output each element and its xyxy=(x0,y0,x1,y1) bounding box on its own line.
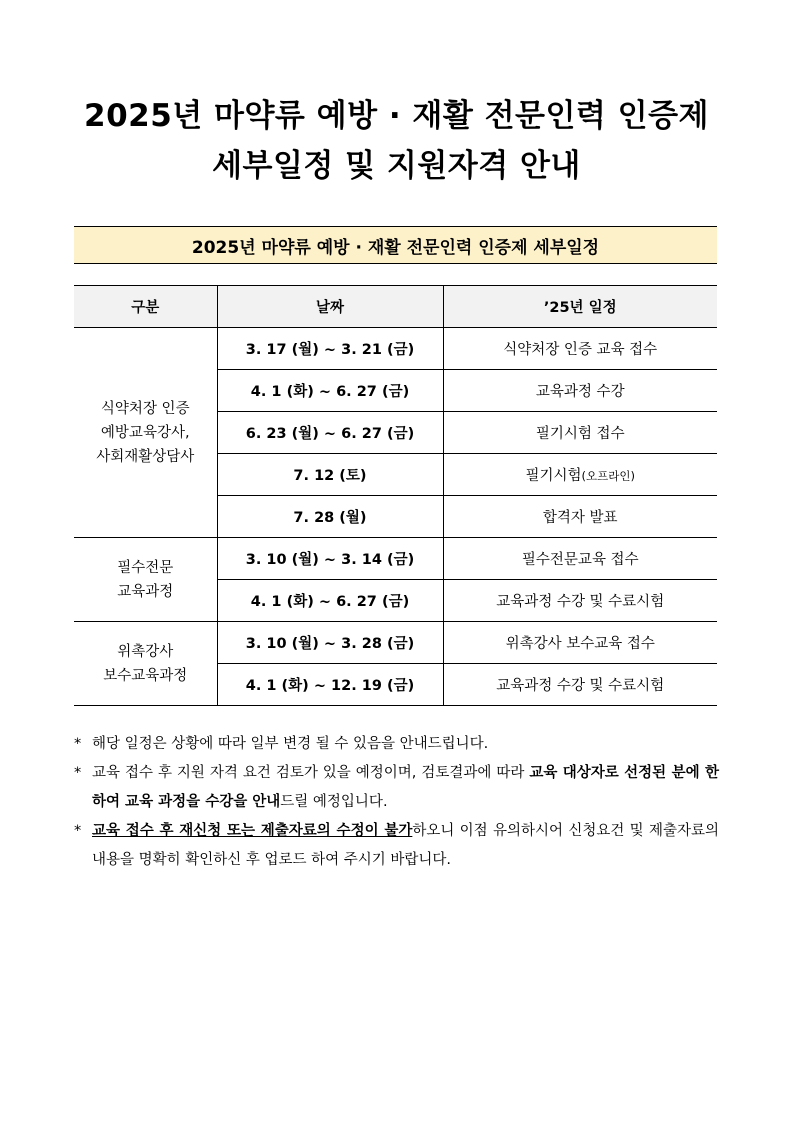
table-header-row xyxy=(74,286,717,328)
table-row xyxy=(74,328,717,370)
event-cell: 교육과정 수강 및 수료시험 xyxy=(443,664,717,706)
group-label-cert-instructor xyxy=(74,328,217,538)
date-cell: 4. 1 (화) ~ 6. 27 (금) xyxy=(217,580,443,622)
date-cell: 4. 1 (화) ~ 12. 19 (금) xyxy=(217,664,443,706)
group-label-refresher-course xyxy=(74,622,217,706)
date-cell: 6. 23 (월) ~ 6. 27 (금) xyxy=(217,412,443,454)
event-cell: 교육과정 수강 xyxy=(443,370,717,412)
group-label-line: 위촉강사 xyxy=(117,643,174,660)
note-part-bold: 교육 대상자로 선정된 분에 한하여 교육 과정을 수강을 안내 xyxy=(92,765,719,810)
note-part: 교육 접수 후 지원 자격 요건 검토가 있을 예정이며, 검토결과에 따라 xyxy=(92,765,530,781)
notes-section xyxy=(74,730,719,875)
group-label-line: 예방교육강사, xyxy=(100,424,190,441)
group-label-required-course xyxy=(74,538,217,622)
event-cell: 위촉강사 보수교육 접수 xyxy=(443,622,717,664)
header-schedule: ’25년 일정 xyxy=(443,286,717,328)
schedule-banner: 2025년 마약류 예방 · 재활 전문인력 인증제 세부일정 xyxy=(74,226,717,264)
date-cell: 3. 10 (월) ~ 3. 14 (금) xyxy=(217,538,443,580)
note-text xyxy=(92,817,719,875)
event-cell xyxy=(443,454,717,496)
note-marker: * xyxy=(74,823,82,839)
date-cell: 3. 10 (월) ~ 3. 28 (금) xyxy=(217,622,443,664)
note-marker: * xyxy=(74,765,82,781)
page-title-line2: 세부일정 및 지원자격 안내 xyxy=(212,148,581,184)
table-row xyxy=(74,538,717,580)
date-cell: 4. 1 (화) ~ 6. 27 (금) xyxy=(217,370,443,412)
event-cell: 필기시험 접수 xyxy=(443,412,717,454)
group-label-line: 교육과정 xyxy=(117,583,174,600)
date-cell: 7. 12 (토) xyxy=(217,454,443,496)
note-part-bold-underline: 교육 접수 후 재신청 또는 제출자료의 수정이 불가 xyxy=(92,823,413,839)
event-text: 필기시험 xyxy=(525,468,582,484)
note-marker: * xyxy=(74,736,82,752)
date-cell: 3. 17 (월) ~ 3. 21 (금) xyxy=(217,328,443,370)
event-cell: 합격자 발표 xyxy=(443,496,717,538)
note-part: 드릴 예정입니다. xyxy=(280,794,388,810)
note-part: 하오니 이점 유의하시어 신청요건 및 제출자료의 내용을 명확히 확인하신 후 업로드 하여 주시기 바랍니다. xyxy=(92,823,719,868)
group-label-line: 보수교육과정 xyxy=(103,667,188,684)
group-label-line: 사회재활상담사 xyxy=(96,448,195,465)
note-text xyxy=(92,759,719,817)
event-cell: 필수전문교육 접수 xyxy=(443,538,717,580)
page-title-line1: 2025년 마약류 예방 · 재활 전문인력 인증제 xyxy=(84,98,709,134)
group-label-line: 필수전문 xyxy=(117,559,174,576)
table-row xyxy=(74,622,717,664)
note-part: 해당 일정은 상황에 따라 일부 변경 될 수 있음을 안내드립니다. xyxy=(92,736,489,752)
date-cell: 7. 28 (월) xyxy=(217,496,443,538)
event-cell: 식약처장 인증 교육 접수 xyxy=(443,328,717,370)
note-text xyxy=(92,730,719,759)
event-cell: 교육과정 수강 및 수료시험 xyxy=(443,580,717,622)
header-date: 날짜 xyxy=(217,286,443,328)
note-item xyxy=(74,817,719,875)
group-label-line: 식약처장 인증 xyxy=(100,400,190,417)
note-item xyxy=(74,759,719,817)
schedule-table xyxy=(74,285,717,706)
header-category: 구분 xyxy=(74,286,217,328)
event-note: (오프라인) xyxy=(581,469,635,483)
note-item xyxy=(74,730,719,759)
